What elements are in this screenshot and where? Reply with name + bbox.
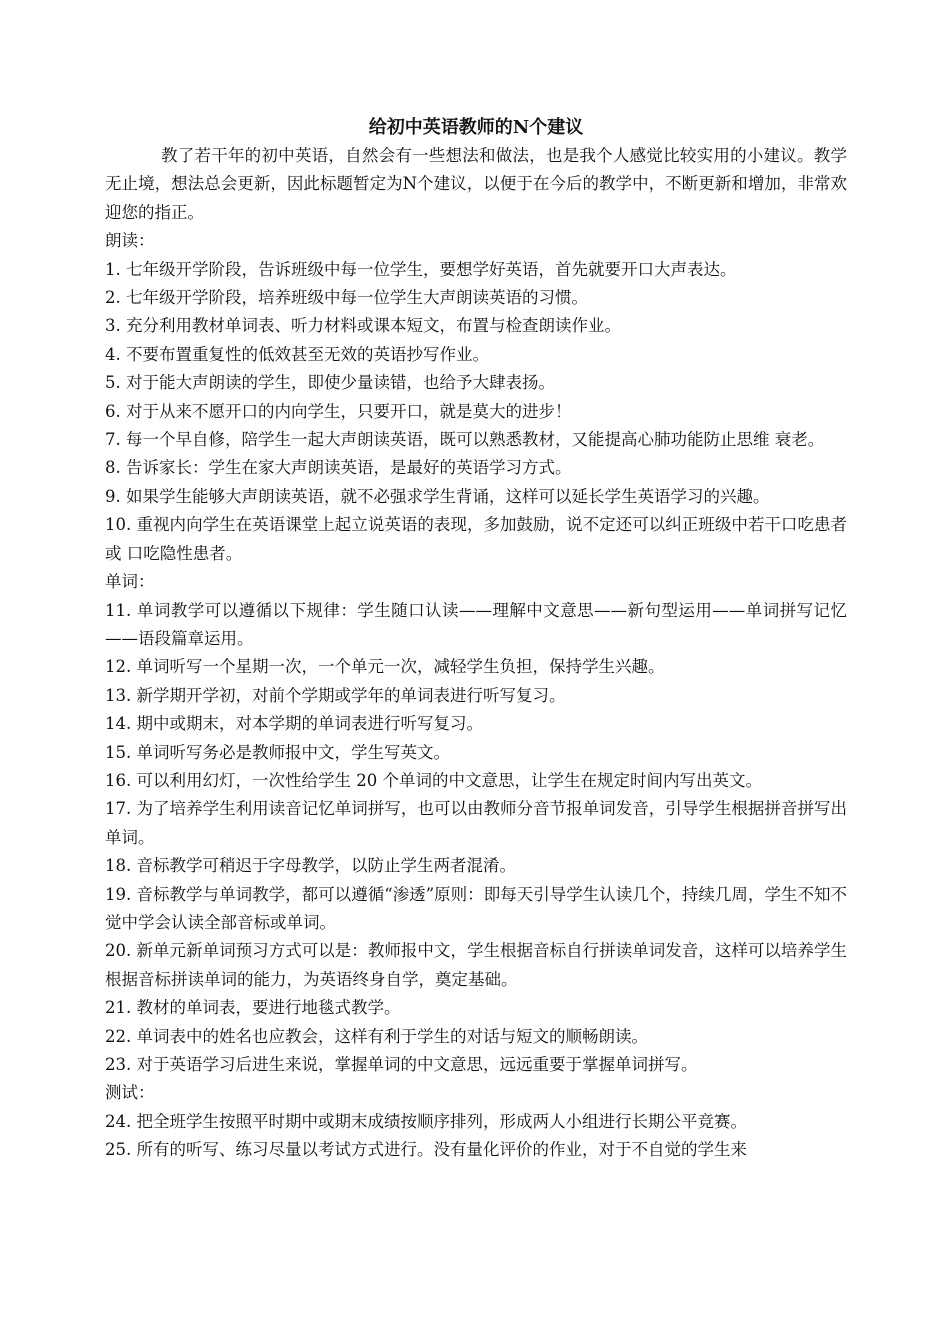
list-item: 2. 七年级开学阶段，培养班级中每一位学生大声朗读英语的习惯。 xyxy=(105,288,588,308)
list-item: 14. 期中或期末，对本学期的单词表进行听写复习。 xyxy=(105,714,483,734)
intro-paragraph: 教了若干年的初中英语，自然会有一些想法和做法，也是我个人感觉比较实用的小建议。教学无止境，想法总会更新，因此标题暂定为N个建议，以便于在今后的教学中，不断更新和增加，非常欢迎您的指正。 xyxy=(105,146,847,222)
list-item: 5. 对于能大声朗读的学生，即使少量读错，也给予大肆表扬。 xyxy=(105,373,555,393)
list-item: 4. 不要布置重复性的低效甚至无效的英语抄写作业。 xyxy=(105,344,489,364)
list-item: 17. 为了培养学生利用读音记忆单词拼写，也可以由教师分音节报单词发音，引导学生根据拼音拼写出单词。 xyxy=(105,799,847,847)
list-item: 3. 充分利用教材单词表、听力材料或课本短文，布置与检查朗读作业。 xyxy=(105,316,621,336)
section-vocabulary xyxy=(105,568,847,1079)
document-page xyxy=(105,108,847,1165)
section-heading: 朗读： xyxy=(105,231,155,251)
list-item: 15. 单词听写务必是教师报中文，学生写英文。 xyxy=(105,742,450,762)
section-heading: 单词： xyxy=(105,572,155,592)
list-item: 25. 所有的听写、练习尽量以考试方式进行。没有量化评价的作业，对于不自觉的学生来 xyxy=(105,1140,747,1160)
section-heading: 测试： xyxy=(105,1083,155,1103)
list-item: 7. 每一个早自修，陪学生一起大声朗读英语，既可以熟悉教材，又能提高心肺功能防止思维 衰老。 xyxy=(105,430,825,450)
list-item: 9. 如果学生能够大声朗读英语，就不必强求学生背诵，这样可以延长学生英语学习的兴趣。 xyxy=(105,486,770,506)
list-item: 8. 告诉家长：学生在家大声朗读英语，是最好的英语学习方式。 xyxy=(105,458,572,478)
list-item: 6. 对于从来不愿开口的内向学生，只要开口，就是莫大的进步！ xyxy=(105,401,572,421)
list-item: 19. 音标教学与单词教学，都可以遵循“渗透”原则：即每天引导学生认读几个，持续几周，学生不知不觉中学会认读全部音标或单词。 xyxy=(105,884,847,932)
list-item: 12. 单词听写一个星期一次，一个单元一次，减轻学生负担，保持学生兴趣。 xyxy=(105,657,665,677)
section-testing xyxy=(105,1079,847,1164)
list-item: 16. 可以利用幻灯，一次性给学生 20 个单词的中文意思，让学生在规定时间内写出英文。 xyxy=(105,770,762,790)
list-item: 23. 对于英语学习后进生来说，掌握单词的中文意思，远远重要于掌握单词拼写。 xyxy=(105,1055,698,1074)
list-item: 13. 新学期开学初，对前个学期或学年的单词表进行听写复习。 xyxy=(105,685,566,705)
list-item: 1. 七年级开学阶段，告诉班级中每一位学生，要想学好英语，首先就要开口大声表达。 xyxy=(105,259,737,279)
list-item: 21. 教材的单词表，要进行地毯式教学。 xyxy=(105,998,401,1018)
list-item: 20. 新单元新单词预习方式可以是：教师报中文，学生根据音标自行拼读单词发音，这样可以培养学生根据音标拼读单词的能力，为英语终身自学，奠定基础。 xyxy=(105,941,847,989)
list-item: 18. 音标教学可稍迟于字母教学，以防止学生两者混淆。 xyxy=(105,856,516,876)
list-item: 10. 重视内向学生在英语课堂上起立说英语的表现，多加鼓励，说不定还可以纠正班级中若干口吃患者或 口吃隐性患者。 xyxy=(105,515,847,563)
section-reading xyxy=(105,227,847,568)
list-item: 22. 单词表中的姓名也应教会，这样有利于学生的对话与短文的顺畅朗读。 xyxy=(105,1026,648,1046)
list-item: 24. 把全班学生按照平时期中或期末成绩按顺序排列，形成两人小组进行长期公平竞赛。 xyxy=(105,1111,747,1131)
document-title: 给初中英语教师的N个建议 xyxy=(368,117,584,138)
list-item: 11. 单词教学可以遵循以下规律：学生随口认读——理解中文意思——新句型运用——单词拼写记忆——语段篇章运用。 xyxy=(105,600,847,648)
